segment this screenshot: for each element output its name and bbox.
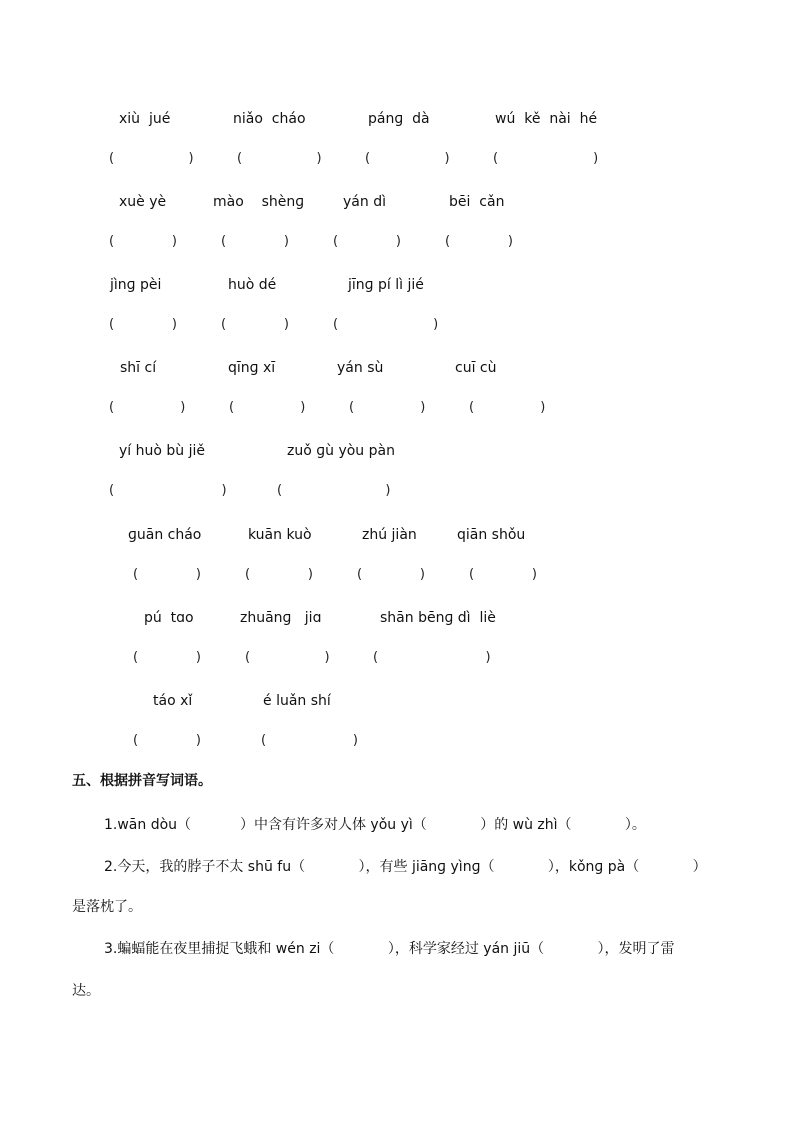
- answer-blank[interactable]: ( ): [261, 733, 358, 748]
- sentence-3-cont: 达。: [72, 983, 100, 999]
- pinyin-label: mào shènɡ: [213, 194, 305, 210]
- sentence-2-cont: 是落枕了。: [72, 899, 142, 915]
- pinyin-label: huò dé: [228, 277, 277, 293]
- pinyin-label: zhú jiàn: [362, 527, 417, 543]
- pinyin-label: pú tɑo: [144, 610, 194, 626]
- pinyin-label: jīnɡ pí lì jié: [348, 277, 424, 293]
- answer-blank[interactable]: ( ): [133, 567, 201, 582]
- pinyin-label: xiù jué: [119, 111, 171, 127]
- pinyin-label: táo xǐ: [153, 693, 193, 709]
- answer-blank[interactable]: ( ): [245, 567, 313, 582]
- answer-blank[interactable]: ( ): [133, 650, 201, 665]
- answer-blank[interactable]: ( ): [245, 650, 330, 665]
- answer-blank[interactable]: ( ): [221, 234, 289, 249]
- pinyin-label: wú kě nài hé: [495, 111, 598, 127]
- answer-blank[interactable]: ( ): [445, 234, 513, 249]
- pinyin-label: ɡuān cháo: [128, 527, 202, 543]
- pinyin-label: cuī cù: [455, 360, 497, 376]
- sentence-2: 2.今天，我的脖子不太 shū fu（ ），有些 jiānɡ yìnɡ（ ），kǒnɡ pà（ ）: [104, 859, 707, 875]
- pinyin-label: shī cí: [120, 360, 157, 376]
- pinyin-label: é luǎn shí: [263, 693, 331, 709]
- pinyin-label: pánɡ dà: [368, 111, 430, 127]
- pinyin-label: jìnɡ pèi: [110, 277, 162, 293]
- pinyin-label: yán sù: [337, 360, 384, 376]
- pinyin-label: yán dì: [343, 194, 386, 210]
- answer-blank[interactable]: ( ): [109, 483, 227, 498]
- answer-blank[interactable]: ( ): [357, 567, 425, 582]
- answer-blank[interactable]: ( ): [229, 400, 306, 415]
- answer-blank[interactable]: ( ): [133, 733, 201, 748]
- answer-blank[interactable]: ( ): [109, 234, 177, 249]
- answer-blank[interactable]: ( ): [109, 317, 177, 332]
- answer-blank[interactable]: ( ): [109, 400, 186, 415]
- answer-blank[interactable]: ( ): [365, 151, 450, 166]
- answer-blank[interactable]: ( ): [373, 650, 491, 665]
- answer-blank[interactable]: ( ): [333, 317, 439, 332]
- pinyin-label: bēi cǎn: [449, 194, 505, 210]
- pinyin-label: yí huò bù jiě: [119, 443, 205, 459]
- answer-blank[interactable]: ( ): [221, 317, 289, 332]
- sentence-1: 1.wān dòu（ ）中含有许多对人体 yǒu yì（ ）的 wù zhì（ ）。: [104, 817, 646, 833]
- pinyin-label: kuān kuò: [248, 527, 312, 543]
- answer-blank[interactable]: ( ): [333, 234, 401, 249]
- answer-blank[interactable]: ( ): [469, 567, 537, 582]
- pinyin-label: xuè yè: [119, 194, 167, 210]
- pinyin-label: qīnɡ xī: [228, 360, 276, 376]
- sentence-3: 3.蝙蝠能在夜里捕捉飞蛾和 wén zi（ ），科学家经过 yán jiū（ ），发明了雷: [104, 941, 675, 957]
- pinyin-label: zuǒ ɡù yòu pàn: [287, 443, 395, 459]
- answer-blank[interactable]: ( ): [109, 151, 194, 166]
- answer-blank[interactable]: ( ): [277, 483, 391, 498]
- answer-blank[interactable]: ( ): [349, 400, 426, 415]
- pinyin-label: niǎo cháo: [233, 111, 306, 127]
- answer-blank[interactable]: ( ): [237, 151, 322, 166]
- section-title: 五、根据拼音写词语。: [72, 773, 212, 789]
- pinyin-label: qiān shǒu: [457, 527, 526, 543]
- pinyin-label: shān bēnɡ dì liè: [380, 610, 496, 626]
- answer-blank[interactable]: ( ): [493, 151, 599, 166]
- answer-blank[interactable]: ( ): [469, 400, 546, 415]
- pinyin-label: zhuānɡ jiɑ: [240, 610, 322, 626]
